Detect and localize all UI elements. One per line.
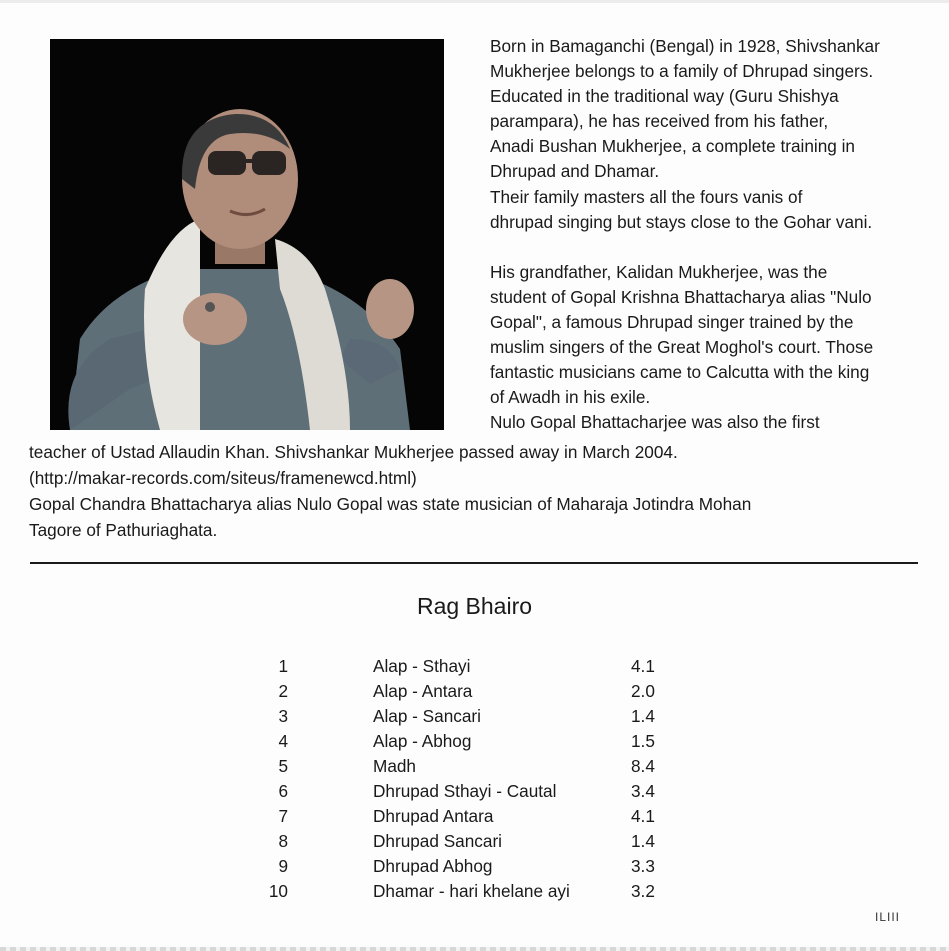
- biography-line: Nulo Gopal Bhattacharjee was also the first: [490, 412, 820, 433]
- track-name: Dhrupad Sthayi - Cautal: [373, 781, 557, 801]
- track-row: [0, 704, 949, 729]
- track-row: [0, 679, 949, 704]
- track-row: [0, 854, 949, 879]
- track-duration: 3.4: [631, 781, 655, 801]
- biography-line: His grandfather, Kalidan Mukherjee, was the: [490, 261, 828, 282]
- track-number: 2: [278, 681, 288, 701]
- biography-line: Educated in the traditional way (Guru Shishya: [490, 86, 839, 107]
- biography-line: Gopal Chandra Bhattacharya alias Nulo Gopal was state musician of Maharaja Jotindra Mohan: [29, 494, 752, 514]
- biography-full-width: [29, 439, 929, 543]
- track-list: [0, 654, 949, 904]
- biography-line: Their family masters all the fours vanis of: [490, 186, 803, 207]
- track-number: 3: [278, 706, 288, 726]
- biography-line: Mukherjee belongs to a family of Dhrupad singers.: [490, 61, 874, 82]
- biography-line: teacher of Ustad Allaudin Khan. Shivshankar Mukherjee passed away in March 2004.: [29, 442, 678, 462]
- track-name: Madh: [373, 756, 416, 776]
- track-name: Alap - Abhog: [373, 731, 472, 751]
- track-duration: 1.5: [631, 731, 655, 751]
- track-row: [0, 729, 949, 754]
- biography-line: student of Gopal Krishna Bhattacharya alias "Nulo: [490, 286, 872, 307]
- portrait-photo: [50, 39, 444, 430]
- track-number: 10: [268, 881, 288, 901]
- track-name: Dhrupad Abhog: [373, 856, 493, 876]
- biography-line: Tagore of Pathuriaghata.: [29, 520, 218, 540]
- track-duration: 3.2: [631, 881, 655, 901]
- track-row: [0, 804, 949, 829]
- biography-line: fantastic musicians came to Calcutta with the king: [490, 362, 870, 383]
- biography-line: parampara), he has received from his father,: [490, 111, 829, 132]
- track-duration: 4.1: [631, 656, 655, 676]
- track-number: 5: [278, 756, 288, 776]
- track-duration: 3.3: [631, 856, 655, 876]
- rag-title: Rag Bhairo: [416, 593, 533, 619]
- track-row: [0, 879, 949, 904]
- top-edge: [0, 0, 949, 3]
- bottom-edge: [0, 947, 949, 951]
- portrait-of-singer-icon: [50, 39, 444, 430]
- biography-line: Gopal", a famous Dhrupad singer trained by the: [490, 311, 854, 332]
- biography-line: dhrupad singing but stays close to the Gohar vani.: [490, 211, 873, 232]
- track-name: Alap - Antara: [373, 681, 473, 701]
- track-duration: 4.1: [631, 806, 655, 826]
- track-row: [0, 654, 949, 679]
- corner-mark: ILIII: [875, 910, 901, 924]
- track-name: Dhamar - hari khelane ayi: [373, 881, 570, 901]
- track-row: [0, 829, 949, 854]
- section-divider: [30, 562, 918, 564]
- biography-line: Born in Bamaganchi (Bengal) in 1928, Shivshankar: [490, 36, 880, 56]
- track-duration: 2.0: [631, 681, 655, 701]
- track-number: 7: [278, 806, 288, 826]
- track-duration: 1.4: [631, 706, 655, 726]
- biography-paragraph-1: [490, 34, 935, 235]
- track-duration: 1.4: [631, 831, 655, 851]
- biography-right-column: [490, 34, 935, 435]
- track-name: Dhrupad Antara: [373, 806, 494, 826]
- track-number: 8: [278, 831, 288, 851]
- biography-paragraph-2: [490, 260, 935, 436]
- biography-line: muslim singers of the Great Moghol's court. Those: [490, 337, 874, 358]
- biography-line: of Awadh in his exile.: [490, 387, 651, 408]
- track-number: 4: [278, 731, 288, 751]
- biography-line: Anadi Bushan Mukherjee, a complete training in: [490, 136, 855, 157]
- track-name: Dhrupad Sancari: [373, 831, 502, 851]
- track-name: Alap - Sthayi: [373, 656, 471, 676]
- biography-line: Dhrupad and Dhamar.: [490, 161, 660, 182]
- track-name: Alap - Sancari: [373, 706, 481, 726]
- track-number: 1: [278, 656, 288, 676]
- track-row: [0, 779, 949, 804]
- track-duration: 8.4: [631, 756, 655, 776]
- biography-line: (http://makar-records.com/siteus/framenewcd.html): [29, 468, 417, 488]
- track-number: 9: [278, 856, 288, 876]
- track-number: 6: [278, 781, 288, 801]
- track-row: [0, 754, 949, 779]
